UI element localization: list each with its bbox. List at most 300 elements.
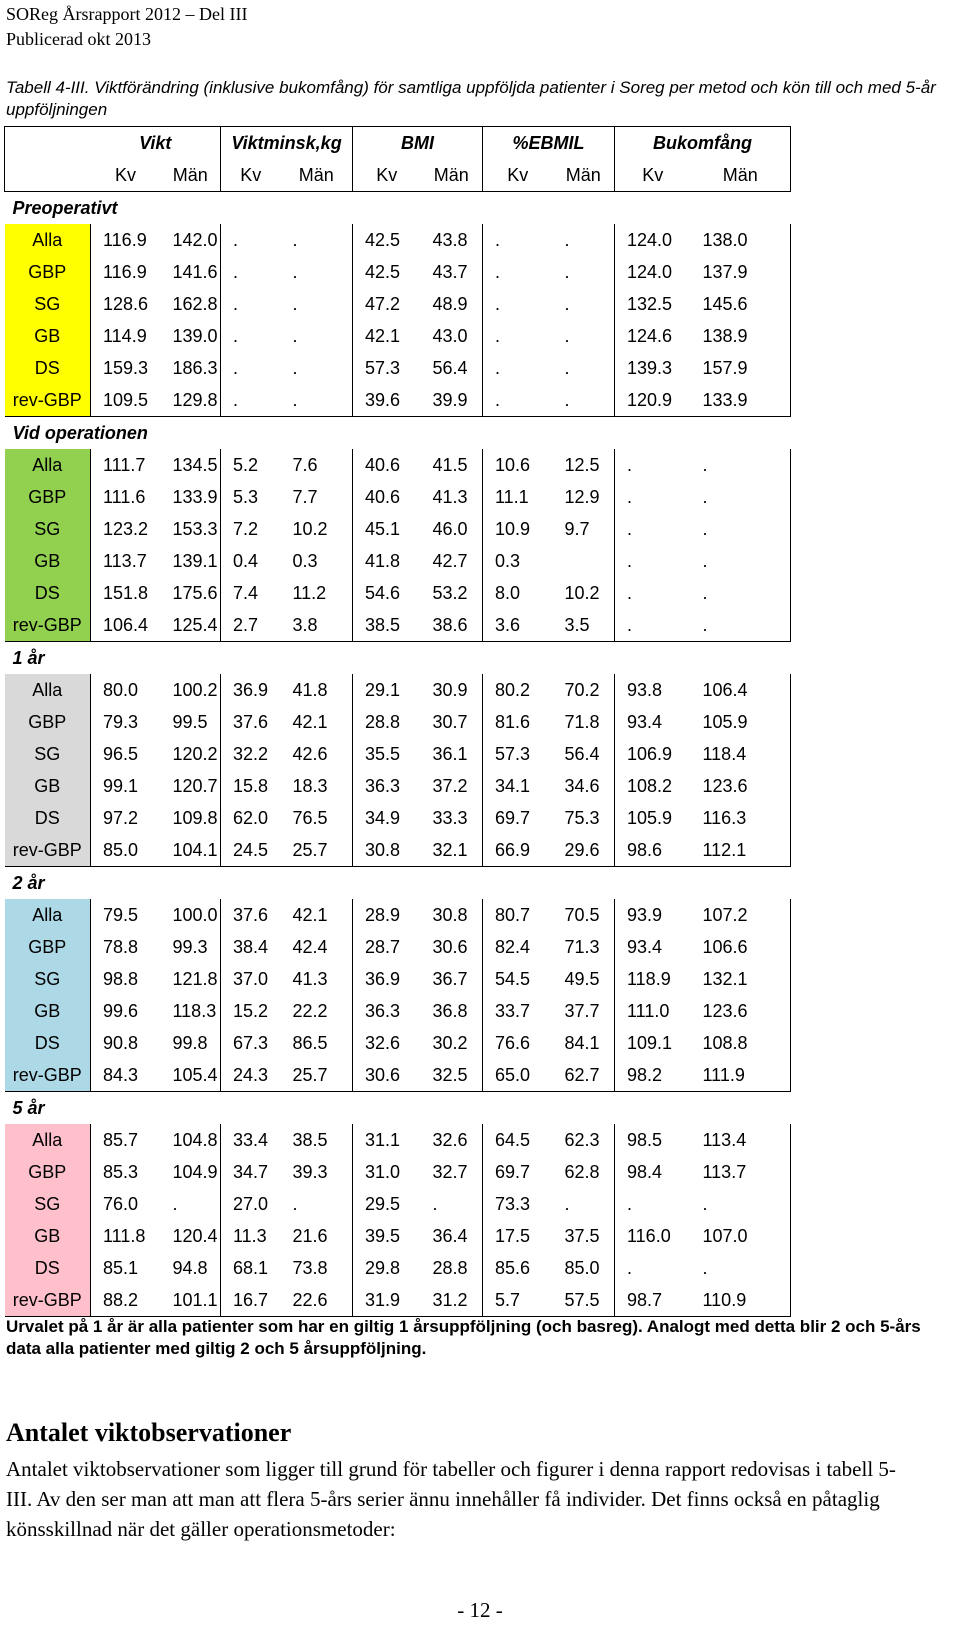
table-cell: 11.2 bbox=[292, 582, 327, 603]
table-cell: 80.2 bbox=[483, 674, 553, 706]
table-row bbox=[5, 899, 791, 931]
table-cell: 5.3 bbox=[221, 481, 281, 513]
table-cell: 124.6 bbox=[615, 320, 691, 352]
table-cell: 37.6 bbox=[221, 706, 281, 738]
table-cell: 43.7 bbox=[432, 261, 468, 282]
table-cell: 107.0 bbox=[691, 1220, 791, 1252]
table-row bbox=[5, 481, 791, 513]
table-cell: 98.6 bbox=[615, 834, 691, 867]
row-label: Alla bbox=[5, 449, 91, 481]
table-cell: 10.6 bbox=[483, 449, 553, 481]
table-cell: 113.7 bbox=[91, 545, 161, 577]
section-title: 5 år bbox=[12, 1097, 45, 1118]
table-cell: 105.9 bbox=[691, 706, 791, 738]
table-cell: . bbox=[292, 325, 298, 346]
table-row bbox=[5, 1156, 791, 1188]
table-row bbox=[5, 802, 791, 834]
table-cell: . bbox=[483, 256, 553, 288]
table-row bbox=[5, 1188, 791, 1220]
table-cell: 73.3 bbox=[483, 1188, 553, 1220]
table-caption: Tabell 4-III. Viktförändring (inklusive bukomfång) för samtliga uppföljda patienter i Soreg per metod och kön till och med 5-år uppföljningen bbox=[6, 78, 936, 119]
row-label: Alla bbox=[5, 674, 91, 706]
table-row bbox=[5, 288, 791, 320]
table-cell: 73.8 bbox=[292, 1257, 328, 1278]
row-label: GB bbox=[5, 770, 91, 802]
table-cell: 111.8 bbox=[91, 1220, 161, 1252]
sub-header-row bbox=[5, 159, 791, 192]
row-label: DS bbox=[5, 352, 91, 384]
table-cell: . bbox=[691, 1252, 791, 1284]
table-row bbox=[5, 706, 791, 738]
table-cell: 41.8 bbox=[292, 679, 328, 700]
table-cell: 62.7 bbox=[553, 1059, 615, 1092]
table-cell: 30.8 bbox=[432, 904, 468, 925]
table-cell: 37.2 bbox=[432, 775, 468, 796]
table-cell: 80.7 bbox=[483, 899, 553, 931]
section-title: Vid operationen bbox=[12, 422, 148, 443]
row-label: GB bbox=[5, 320, 91, 352]
row-label: SG bbox=[5, 513, 91, 545]
table-cell: 99.3 bbox=[172, 936, 208, 957]
table-cell: . bbox=[564, 1193, 570, 1214]
table-row bbox=[5, 834, 791, 867]
table-cell: 31.9 bbox=[353, 1284, 421, 1317]
table-cell: 30.7 bbox=[432, 711, 468, 732]
row-label: Alla bbox=[5, 224, 91, 256]
table-cell: 43.0 bbox=[432, 325, 468, 346]
table-cell: 3.6 bbox=[483, 609, 553, 642]
table-cell: . bbox=[292, 1193, 298, 1214]
table-cell: . bbox=[691, 609, 791, 642]
table-cell: 27.0 bbox=[221, 1188, 281, 1220]
table-cell: 41.5 bbox=[432, 454, 468, 475]
table-cell: 41.3 bbox=[292, 968, 328, 989]
table-cell: 79.3 bbox=[91, 706, 161, 738]
table-cell: 113.7 bbox=[691, 1156, 791, 1188]
table-cell: . bbox=[615, 609, 691, 642]
group-header-bukomfang: Bukomfång bbox=[615, 127, 791, 160]
table-cell: 71.3 bbox=[564, 936, 600, 957]
row-label: rev-GBP bbox=[5, 1059, 91, 1092]
sub-header-cell: Män bbox=[281, 159, 353, 192]
report-title: SOReg Årsrapport 2012 – Del III bbox=[6, 4, 248, 24]
row-label: rev-GBP bbox=[5, 609, 91, 642]
table-row bbox=[5, 1124, 791, 1156]
table-cell: 75.3 bbox=[564, 807, 600, 828]
table-cell: 7.4 bbox=[221, 577, 281, 609]
table-cell: 38.5 bbox=[292, 1129, 328, 1150]
table-cell: 99.6 bbox=[91, 995, 161, 1027]
weight-change-table bbox=[4, 126, 791, 1317]
table-cell: . bbox=[564, 325, 570, 346]
table-cell: . bbox=[564, 293, 570, 314]
table-cell: . bbox=[292, 261, 298, 282]
table-cell: 46.0 bbox=[432, 518, 468, 539]
table-cell: 33.3 bbox=[432, 807, 468, 828]
row-label: rev-GBP bbox=[5, 1284, 91, 1317]
table-cell: 47.2 bbox=[353, 288, 421, 320]
table-cell: 162.8 bbox=[172, 293, 218, 314]
table-cell: 30.8 bbox=[353, 834, 421, 867]
row-label: DS bbox=[5, 1027, 91, 1059]
table-cell: 93.9 bbox=[615, 899, 691, 931]
table-cell: 28.8 bbox=[353, 706, 421, 738]
row-label: rev-GBP bbox=[5, 384, 91, 417]
table-cell: 57.3 bbox=[353, 352, 421, 384]
table-cell: 142.0 bbox=[172, 229, 218, 250]
table-cell: . bbox=[615, 577, 691, 609]
table-cell: 105.9 bbox=[615, 802, 691, 834]
group-header-bmi: BMI bbox=[353, 127, 483, 160]
row-label: DS bbox=[5, 577, 91, 609]
table-cell: 107.2 bbox=[691, 899, 791, 931]
table-cell: 11.3 bbox=[221, 1220, 281, 1252]
table-cell: 84.1 bbox=[564, 1032, 600, 1053]
table-cell: 37.0 bbox=[221, 963, 281, 995]
table-cell: 85.7 bbox=[91, 1124, 161, 1156]
table-cell: 128.6 bbox=[91, 288, 161, 320]
sub-header-cell: Män bbox=[421, 159, 483, 192]
table-cell: 76.6 bbox=[483, 1027, 553, 1059]
section-row bbox=[5, 417, 791, 450]
table-cell: . bbox=[615, 449, 691, 481]
table-row bbox=[5, 384, 791, 417]
table-cell: 132.5 bbox=[615, 288, 691, 320]
report-header bbox=[6, 2, 247, 52]
table-cell: 25.7 bbox=[281, 834, 353, 867]
table-cell: . bbox=[691, 513, 791, 545]
table-cell: 70.5 bbox=[564, 904, 600, 925]
table-cell: 38.4 bbox=[221, 931, 281, 963]
table-cell: . bbox=[564, 357, 570, 378]
body-paragraph: Antalet viktobservationer som ligger till grund för tabeller och figurer i denna rapport redovisas i tabell 5-III. Av den ser man att man att flera 5-års serier ännu innehåller få individer. Det finns också en påtaglig könsskillnad när det gäller operationsmetoder: bbox=[6, 1457, 896, 1541]
table-cell: 18.3 bbox=[292, 775, 328, 796]
table-cell: 10.9 bbox=[483, 513, 553, 545]
table-cell: 153.3 bbox=[172, 518, 218, 539]
table-cell: 62.3 bbox=[564, 1129, 600, 1150]
table-cell: 31.2 bbox=[421, 1284, 483, 1317]
table-cell: 17.5 bbox=[483, 1220, 553, 1252]
section-row bbox=[5, 1092, 791, 1125]
table-cell: 31.1 bbox=[353, 1124, 421, 1156]
sub-header-cell: Män bbox=[553, 159, 615, 192]
table-cell: 42.7 bbox=[432, 550, 468, 571]
table-row bbox=[5, 674, 791, 706]
table-cell: 110.9 bbox=[691, 1284, 791, 1317]
table-cell: 93.4 bbox=[615, 706, 691, 738]
table-cell: . bbox=[221, 256, 281, 288]
table-cell: 32.6 bbox=[432, 1129, 468, 1150]
table-cell: . bbox=[564, 229, 570, 250]
table-cell: 137.9 bbox=[691, 256, 791, 288]
section-title: 1 år bbox=[12, 647, 45, 668]
table-row bbox=[5, 320, 791, 352]
table-cell: 123.2 bbox=[91, 513, 161, 545]
table-row bbox=[5, 1284, 791, 1317]
table-cell: 151.8 bbox=[91, 577, 161, 609]
table-cell: 78.8 bbox=[91, 931, 161, 963]
table-cell: 111.7 bbox=[91, 449, 161, 481]
sub-header-cell: Kv bbox=[353, 159, 421, 192]
table-cell: 5.7 bbox=[483, 1284, 553, 1317]
table-cell: . bbox=[691, 577, 791, 609]
table-cell: 118.3 bbox=[172, 1000, 217, 1021]
table-row bbox=[5, 1220, 791, 1252]
table-cell: 29.8 bbox=[353, 1252, 421, 1284]
table-cell: 57.3 bbox=[483, 738, 553, 770]
row-label: SG bbox=[5, 963, 91, 995]
table-cell: . bbox=[615, 545, 691, 577]
table-cell: 42.5 bbox=[353, 256, 421, 288]
table-cell: 118.9 bbox=[615, 963, 691, 995]
row-label: GB bbox=[5, 1220, 91, 1252]
table-row bbox=[5, 513, 791, 545]
table-cell: 32.6 bbox=[353, 1027, 421, 1059]
table-cell: 138.9 bbox=[691, 320, 791, 352]
group-header-row bbox=[5, 127, 791, 160]
table-cell: 139.1 bbox=[172, 550, 218, 571]
table-cell: 104.1 bbox=[161, 834, 221, 867]
table-cell: 12.9 bbox=[564, 486, 600, 507]
row-label: GBP bbox=[5, 256, 91, 288]
table-cell: 125.4 bbox=[161, 609, 221, 642]
table-cell: . bbox=[292, 229, 298, 250]
table-cell: 49.5 bbox=[564, 968, 600, 989]
table-cell: 53.2 bbox=[432, 582, 468, 603]
table-cell: . bbox=[483, 320, 553, 352]
table-cell: 29.5 bbox=[353, 1188, 421, 1220]
table-cell: 69.7 bbox=[483, 1156, 553, 1188]
table-cell: 132.1 bbox=[691, 963, 791, 995]
table-cell: 7.7 bbox=[292, 486, 318, 507]
table-cell: 93.8 bbox=[615, 674, 691, 706]
row-label: GBP bbox=[5, 1156, 91, 1188]
table-cell: 85.0 bbox=[91, 834, 161, 867]
table-cell: 0.3 bbox=[292, 550, 318, 571]
table-cell: 5.2 bbox=[221, 449, 281, 481]
table-cell: . bbox=[483, 288, 553, 320]
table-cell: 0.4 bbox=[221, 545, 281, 577]
table-cell: 34.1 bbox=[483, 770, 553, 802]
table-row bbox=[5, 256, 791, 288]
table-cell: 157.9 bbox=[691, 352, 791, 384]
row-label: DS bbox=[5, 802, 91, 834]
table-cell: . bbox=[432, 1193, 438, 1214]
row-label: SG bbox=[5, 288, 91, 320]
table-cell: 29.6 bbox=[553, 834, 615, 867]
table-cell: 96.5 bbox=[91, 738, 161, 770]
table-cell: 80.0 bbox=[91, 674, 161, 706]
table-cell: 70.2 bbox=[564, 679, 600, 700]
table-cell: 3.8 bbox=[281, 609, 353, 642]
table-cell: 42.5 bbox=[353, 224, 421, 256]
table-cell: 106.6 bbox=[691, 931, 791, 963]
table-cell: 28.8 bbox=[432, 1257, 468, 1278]
table-cell: 120.7 bbox=[172, 775, 218, 796]
table-row bbox=[5, 577, 791, 609]
table-cell: 129.8 bbox=[161, 384, 221, 417]
row-label: GBP bbox=[5, 706, 91, 738]
table-cell: 100.2 bbox=[172, 679, 218, 700]
table-cell: 38.6 bbox=[421, 609, 483, 642]
table-cell: 30.9 bbox=[432, 679, 468, 700]
table-cell: 123.6 bbox=[691, 770, 791, 802]
table-cell: 109.8 bbox=[172, 807, 218, 828]
row-label: GBP bbox=[5, 481, 91, 513]
table-cell: . bbox=[221, 288, 281, 320]
table-cell: 109.5 bbox=[91, 384, 161, 417]
table-cell: 41.3 bbox=[432, 486, 468, 507]
table-cell: 100.0 bbox=[172, 904, 218, 925]
table-cell: 42.4 bbox=[292, 936, 328, 957]
table-cell: 111.9 bbox=[691, 1059, 791, 1092]
table-cell: 116.0 bbox=[615, 1220, 691, 1252]
table-cell: 56.4 bbox=[564, 743, 600, 764]
table-cell: 66.9 bbox=[483, 834, 553, 867]
table-cell: 30.2 bbox=[432, 1032, 468, 1053]
table-cell: 28.7 bbox=[353, 931, 421, 963]
table-cell: 104.8 bbox=[172, 1129, 218, 1150]
table-cell: 76.5 bbox=[292, 807, 328, 828]
row-label: rev-GBP bbox=[5, 834, 91, 867]
table-cell: 116.3 bbox=[691, 802, 791, 834]
table-cell: 101.1 bbox=[161, 1284, 221, 1317]
row-label: Alla bbox=[5, 899, 91, 931]
table-cell: 45.1 bbox=[353, 513, 421, 545]
table-cell: 133.9 bbox=[691, 384, 791, 417]
table-cell: 81.6 bbox=[483, 706, 553, 738]
table-cell: 34.9 bbox=[353, 802, 421, 834]
table-cell: 145.6 bbox=[691, 288, 791, 320]
table-cell: 42.6 bbox=[292, 743, 328, 764]
table-cell: 35.5 bbox=[353, 738, 421, 770]
table-row bbox=[5, 545, 791, 577]
table-cell: 141.6 bbox=[172, 261, 218, 282]
table-cell: 120.9 bbox=[615, 384, 691, 417]
table-cell: 10.2 bbox=[292, 518, 328, 539]
table-cell: 68.1 bbox=[221, 1252, 281, 1284]
section-title: 2 år bbox=[12, 872, 45, 893]
table-cell: . bbox=[221, 352, 281, 384]
row-label: GB bbox=[5, 545, 91, 577]
table-cell: 98.2 bbox=[615, 1059, 691, 1092]
table-cell: 85.1 bbox=[91, 1252, 161, 1284]
table-cell: . bbox=[615, 1188, 691, 1220]
table-cell: 111.6 bbox=[91, 481, 161, 513]
row-label: SG bbox=[5, 1188, 91, 1220]
table-cell: 97.2 bbox=[91, 802, 161, 834]
table-cell: 36.3 bbox=[353, 770, 421, 802]
table-cell: 93.4 bbox=[615, 931, 691, 963]
table-cell: 120.2 bbox=[172, 743, 218, 764]
row-label: SG bbox=[5, 738, 91, 770]
table-cell: 71.8 bbox=[564, 711, 600, 732]
table-cell: . bbox=[221, 224, 281, 256]
table-cell: 24.3 bbox=[221, 1059, 281, 1092]
table-cell: 25.7 bbox=[281, 1059, 353, 1092]
table-row bbox=[5, 352, 791, 384]
table-cell: 76.0 bbox=[91, 1188, 161, 1220]
table-cell: 99.1 bbox=[91, 770, 161, 802]
table-cell: 42.1 bbox=[292, 711, 328, 732]
table-cell: 90.8 bbox=[91, 1027, 161, 1059]
table-cell: 120.4 bbox=[172, 1225, 218, 1246]
table-cell: 65.0 bbox=[483, 1059, 553, 1092]
table-cell: 24.5 bbox=[221, 834, 281, 867]
publication-date: Publicerad okt 2013 bbox=[6, 29, 151, 49]
table-cell: 32.7 bbox=[432, 1161, 468, 1182]
table-cell: . bbox=[292, 357, 298, 378]
table-cell: 82.4 bbox=[483, 931, 553, 963]
table-cell: 15.8 bbox=[221, 770, 281, 802]
table-cell: 28.9 bbox=[353, 899, 421, 931]
table-cell: 69.7 bbox=[483, 802, 553, 834]
table-cell: 99.5 bbox=[172, 711, 208, 732]
table-cell: . bbox=[483, 384, 553, 417]
table-cell: 94.8 bbox=[172, 1257, 208, 1278]
table-row bbox=[5, 1027, 791, 1059]
table-cell: 104.9 bbox=[172, 1161, 218, 1182]
table-cell: 48.9 bbox=[432, 293, 468, 314]
table-cell: 98.7 bbox=[615, 1284, 691, 1317]
table-row bbox=[5, 449, 791, 481]
table-cell: . bbox=[221, 384, 281, 417]
table-cell: . bbox=[615, 513, 691, 545]
table-cell: 36.3 bbox=[353, 995, 421, 1027]
table-cell: 54.6 bbox=[353, 577, 421, 609]
table-cell: 133.9 bbox=[172, 486, 218, 507]
table-cell: 0.3 bbox=[483, 545, 553, 577]
section-heading: Antalet viktobservationer bbox=[6, 1418, 292, 1447]
table-row bbox=[5, 1252, 791, 1284]
table-cell: 37.7 bbox=[564, 1000, 600, 1021]
table-cell: 12.5 bbox=[564, 454, 600, 475]
row-label: GB bbox=[5, 995, 91, 1027]
table-cell: 86.5 bbox=[292, 1032, 328, 1053]
sub-header-cell: Män bbox=[691, 159, 791, 192]
table-cell: 111.0 bbox=[615, 995, 691, 1027]
group-header-viktminsk: Viktminsk,kg bbox=[221, 127, 353, 160]
page-number: - 12 - bbox=[457, 1598, 503, 1622]
table-row bbox=[5, 224, 791, 256]
sub-header-cell: Kv bbox=[615, 159, 691, 192]
table-footnote: Urvalet på 1 år är alla patienter som har en giltig 1 årsuppföljning (och basreg). Analogt med detta blir 2 och 5-års data alla patienter med giltig 2 och 5 årsuppföljning. bbox=[6, 1317, 921, 1358]
table-cell: 79.5 bbox=[91, 899, 161, 931]
table-cell: 121.8 bbox=[172, 968, 218, 989]
table-cell: 36.7 bbox=[432, 968, 468, 989]
table-cell bbox=[553, 545, 615, 577]
table-cell: 114.9 bbox=[91, 320, 161, 352]
table-cell: 85.0 bbox=[564, 1257, 600, 1278]
table-cell: 64.5 bbox=[483, 1124, 553, 1156]
table-cell: 116.9 bbox=[91, 256, 161, 288]
row-label: Alla bbox=[5, 1124, 91, 1156]
table-cell: 37.5 bbox=[564, 1225, 600, 1246]
table-cell: 22.2 bbox=[292, 1000, 328, 1021]
table-cell: 32.2 bbox=[221, 738, 281, 770]
table-cell: 124.0 bbox=[615, 256, 691, 288]
table-cell: 41.8 bbox=[353, 545, 421, 577]
table-cell: . bbox=[221, 320, 281, 352]
table-cell: 30.6 bbox=[432, 936, 468, 957]
table-cell: . bbox=[615, 481, 691, 513]
group-header-ebmil: %EBMIL bbox=[483, 127, 615, 160]
table-cell: . bbox=[553, 384, 615, 417]
table-cell: 31.0 bbox=[353, 1156, 421, 1188]
table-cell: 139.3 bbox=[615, 352, 691, 384]
table-cell: 9.7 bbox=[564, 518, 590, 539]
table-cell: . bbox=[483, 224, 553, 256]
